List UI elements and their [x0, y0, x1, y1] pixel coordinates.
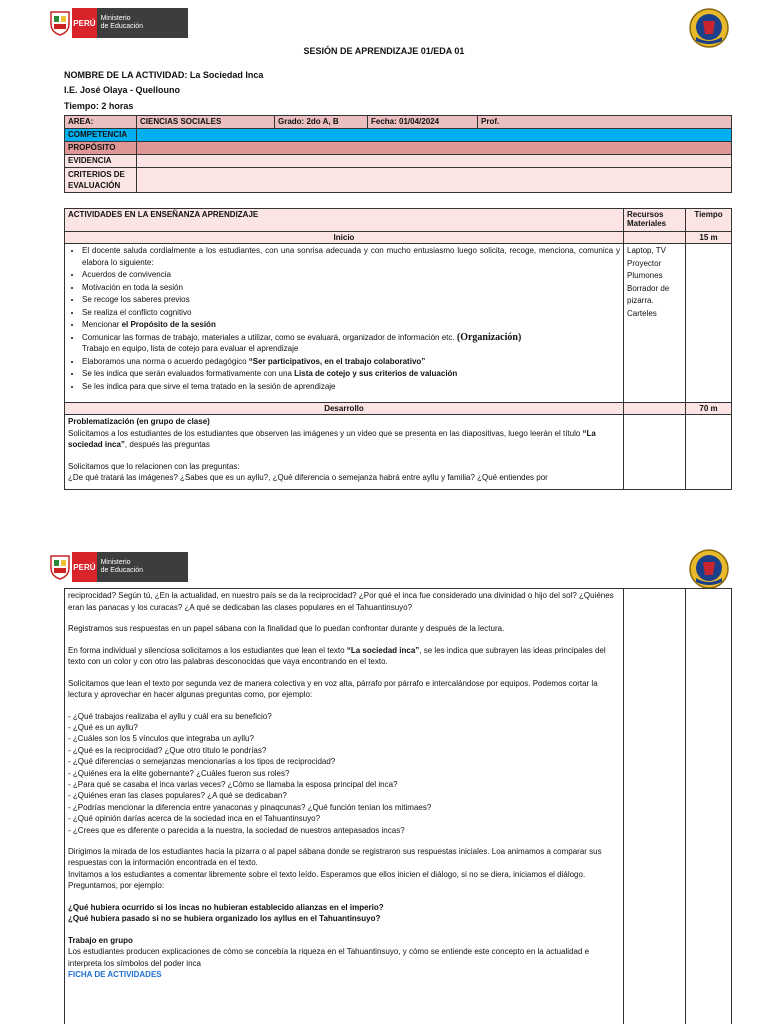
list-item-text: Comunicar las formas de trabajo, materiales a utilizar, como se evaluará, organizador de información etc.	[82, 332, 455, 342]
peru-shield-icon	[48, 552, 72, 582]
list-item-bold: “Ser participativos, en el trabajo colaborativo”	[248, 356, 426, 366]
activities-table-continued	[64, 588, 732, 1024]
list-item	[82, 319, 620, 331]
desarrollo-content-row	[65, 415, 732, 490]
area-row	[65, 116, 732, 129]
ficha-actividades-link: FICHA DE ACTIVIDADES	[68, 970, 162, 980]
time-header: Tiempo	[686, 209, 732, 232]
criterios-label-2: EVALUACIÓN	[68, 181, 121, 190]
list-item-text: Se les indica que serán evaluados formativamente con una	[82, 369, 295, 378]
resource-item: Proyector	[627, 258, 662, 268]
proposito-value	[137, 142, 732, 155]
question-list	[68, 711, 620, 836]
paragraph-bold: “La sociedad inca”	[346, 645, 420, 655]
inicio-content	[65, 244, 624, 403]
resource-item: Plumones	[627, 271, 663, 280]
ministry-label	[97, 552, 188, 582]
paragraph-text: , después las preguntas	[124, 440, 210, 449]
paragraph-text: , se les indica que subrayen las ideas principales del texto con un color y con otro las palabras desconocidas que vaya encontrando en el texto.	[68, 645, 606, 666]
question-item: - ¿Qué diferencias o semejanzas mencionarías a los tipos de reciprocidad?	[68, 757, 336, 767]
individual-text	[68, 645, 620, 668]
continued-time	[686, 589, 732, 1024]
competencia-label: COMPETENCIA	[65, 129, 137, 142]
list-item-text: Elaboramos una norma o acuerdo pedagógico	[82, 356, 249, 366]
inicio-resources-blank	[624, 232, 686, 244]
list-item: • Se les indica para que sirve el tema tratado en la sesión de aprendizaje	[82, 381, 620, 393]
list-item-bold: Lista de cotejo y sus criterios de valuación	[294, 369, 458, 378]
inicio-list	[68, 245, 620, 392]
list-item-text: Mencionar	[82, 320, 122, 329]
session-title: SESIÓN DE APRENDIZAJE 01/EDA 01	[303, 46, 465, 56]
list-item: • Motivación en toda la sesión	[82, 282, 620, 294]
continued-resources	[624, 589, 686, 1024]
ministry-logo	[48, 8, 188, 38]
desarrollo-resources-blank	[624, 403, 686, 415]
problematizacion-title: Problematización (en grupo de clase)	[68, 417, 210, 426]
resources-header	[624, 209, 686, 232]
list-item: • Se recoge los saberes previos	[82, 294, 620, 306]
evidencia-label: EVIDENCIA	[65, 155, 137, 168]
ministry-line-1: Ministerio	[100, 15, 131, 22]
grade-cell: Grado: 2do A, B	[275, 116, 368, 129]
competencia-row	[65, 129, 732, 142]
paragraph-text: En forma individual y silenciosa solicitamos a los estudiantes que lean el texto	[68, 645, 347, 655]
trabajo-text: Los estudiantes producen explicaciones de cómo se concebía la riqueza en el Tahuantinsuyo, y cómo se entiende este concepto en la actualidad e interpreta los símbolos del poder inca	[68, 947, 590, 968]
resource-item: Laptop, TV	[627, 246, 666, 255]
resource-item: Carteles	[627, 308, 657, 318]
evidencia-value	[137, 155, 732, 168]
competencia-value	[137, 129, 732, 142]
continued-content-row	[65, 589, 732, 1024]
inicio-time-blank	[686, 244, 732, 403]
school-badge-icon	[688, 7, 730, 49]
desarrollo-row	[65, 403, 732, 415]
session-info-table	[64, 115, 732, 193]
school-name: I.E. José Olaya - Quellouno	[64, 85, 181, 95]
page-gap	[0, 510, 768, 538]
desarrollo-time-blank	[686, 415, 732, 490]
page-1	[0, 0, 768, 510]
question-item: - ¿Para qué se casaba el inca varias veces? ¿Cómo se llamaba la esposa principal del inca?	[68, 779, 398, 789]
resources-list	[624, 244, 686, 403]
bold-question-1: ¿Qué hubiera ocurrido si los incas no hubieran establecido alianzas en el imperio?	[68, 902, 384, 912]
resources-header-1: Recursos	[627, 210, 664, 219]
question-item: - ¿Quiénes era la elite gobernante? ¿Cuáles fueron sus roles?	[68, 768, 290, 778]
paragraph-text: Solicitamos a los estudiantes de los estudiantes que observen las imágenes y un video que se presenta en las diapositivas, luego leerán el título	[68, 428, 583, 438]
question-item: - ¿Qué es un ayllu?	[68, 722, 138, 732]
dirigimos-text: Dirigimos la mirada de los estudiantes hacia la pizarra o al papel sábana donde se registraron sus respuestas iniciales. Loa animamos a comparar sus respuestas con la información encontrada en el texto.	[68, 846, 602, 868]
question-item: - ¿Podrías mencionar la diferencia entre yanaconas y pinaqcunas? ¿Qué función tenían los mitimaes?	[68, 802, 432, 812]
reciprocidad-text: reciprocidad? Según tú, ¿En la actualidad, en nuestro país se da la reciprocidad? ¿Por qué el inca fue considerado una divinidad o hijo del sol? ¿Quiénes eran las panacas y los curacas? ¿A qué se dedicaban las clases populares en el Tahuantinsuyo?	[68, 591, 614, 612]
registramos-text: Registramos sus respuestas en un papel sábana con la finalidad que lo puedan confrontar durante y después de la lectura.	[68, 624, 505, 633]
resource-item: Borrador de	[627, 283, 670, 293]
list-item: • Acuerdos de convivencia	[82, 269, 620, 281]
bold-question-2: ¿Qué hubiera pasado si no se hubiera organizado los ayllus en el Tahuantinsuyo?	[68, 914, 381, 924]
peru-shield-icon	[48, 8, 72, 38]
invitamos-text: Invitamos a los estudiantes a comentar libremente sobre el texto leído. Esperamos que ellos inicien el diálogo, si no se diera, iniciamos el diálogo. Preguntamos, por ejemplo:	[68, 869, 586, 891]
desarrollo-content	[65, 415, 624, 490]
activities-header: ACTIVIDADES EN LA ENSEÑANZA APRENDIZAJE	[65, 209, 624, 232]
list-item-bold: el Propósito de la sesión	[121, 320, 216, 329]
list-item-text: Trabajo en equipo, lista de cotejo para evaluar el aprendizaje	[82, 344, 299, 353]
resource-item: pizarra.	[627, 296, 654, 305]
area-value: CIENCIAS SOCIALES	[137, 116, 275, 129]
ministry-label	[97, 8, 188, 38]
criterios-value	[137, 168, 732, 193]
ministry-line-2: de Educación	[100, 23, 143, 30]
inicio-time: 15 m	[686, 232, 732, 244]
list-item-bold: (Organización)	[456, 331, 522, 343]
evidencia-row	[65, 155, 732, 168]
activities-table	[64, 208, 732, 490]
criterios-label	[65, 168, 137, 193]
proposito-row	[65, 142, 732, 155]
question-item: - ¿Crees que es diferente o parecida a la nuestra, la sociedad de nuestros antepasados incas?	[68, 825, 405, 835]
ministry-line-2: de Educación	[100, 567, 143, 574]
list-item: • Se realiza el conflicto cognitivo	[82, 307, 620, 319]
trabajo-title: Trabajo en grupo	[68, 935, 133, 945]
desarrollo-resources	[624, 415, 686, 490]
question-item: - ¿Qué opinión darías acerca de la sociedad inca en el Tahuantinsuyo?	[68, 814, 321, 824]
continued-content	[65, 589, 624, 1024]
question-item: - ¿Quiénes eran las clases populares? ¿A qué se dedicaban?	[68, 791, 287, 801]
area-label: AREA:	[65, 116, 137, 129]
page-2	[0, 538, 768, 1024]
ministry-line-1: Ministerio	[100, 559, 131, 566]
desarrollo-time: 70 m	[686, 403, 732, 415]
criterios-label-1: CRITERIOS DE	[68, 170, 125, 179]
activity-name: NOMBRE DE LA ACTIVIDAD: La Sociedad Inca	[64, 70, 264, 80]
peru-label: PERÚ	[72, 8, 96, 38]
list-item: • El docente saluda cordialmente a los estudiantes, con una sonrisa adecuada y con mucho entusiasmo luego solicita, recoge, menciona, comunica y elabora lo siguiente:	[82, 245, 620, 268]
list-item	[82, 356, 620, 368]
question-item: - ¿Qué trabajos realizaba el ayllu y cuál era su beneficio?	[68, 711, 272, 721]
question-item: - ¿Cuáles son los 5 vínculos que integraba un ayllu?	[68, 734, 254, 744]
question-item: - ¿Qué es la reciprocidad? ¿Que otro título le pondrías?	[68, 745, 267, 755]
inicio-content-row	[65, 244, 732, 403]
segunda-lectura-text: Solicitamos que lean el texto por segunda vez de manera colectiva y en voz alta, párrafo por párrafo e intercalándose por equipos. Podemos cortar la lectura y aprovechar en hacer algunas preguntas como, por ejemplo:	[68, 678, 598, 699]
list-item	[82, 368, 620, 380]
peru-label: PERÚ	[72, 552, 96, 582]
prof-cell: Prof.	[478, 116, 732, 129]
ministry-logo	[48, 552, 188, 582]
activities-header-row	[65, 209, 732, 232]
resources-header-2: Materiales	[627, 219, 667, 228]
problematizacion-text	[68, 428, 620, 451]
relacionen-text: Solicitamos que lo relacionen con las preguntas:	[68, 461, 240, 471]
inicio-label: Inicio	[65, 232, 624, 244]
criterios-row	[65, 168, 732, 193]
paragraph-bold: “La sociedad inca”	[68, 428, 596, 449]
desarrollo-label: Desarrollo	[65, 403, 624, 415]
school-badge-icon	[688, 548, 730, 590]
preguntas-text: ¿De qué tratará las imágenes? ¿Sabes que es un ayllu?, ¿Qué diferencia o semejanza habrá entre ayllu y familia? ¿Qué entiendes por	[68, 473, 548, 482]
session-time: Tiempo: 2 horas	[64, 101, 134, 111]
list-item	[82, 332, 620, 355]
date-cell: Fecha: 01/04/2024	[368, 116, 478, 129]
inicio-row	[65, 232, 732, 244]
proposito-label: PROPÓSITO	[65, 142, 137, 155]
